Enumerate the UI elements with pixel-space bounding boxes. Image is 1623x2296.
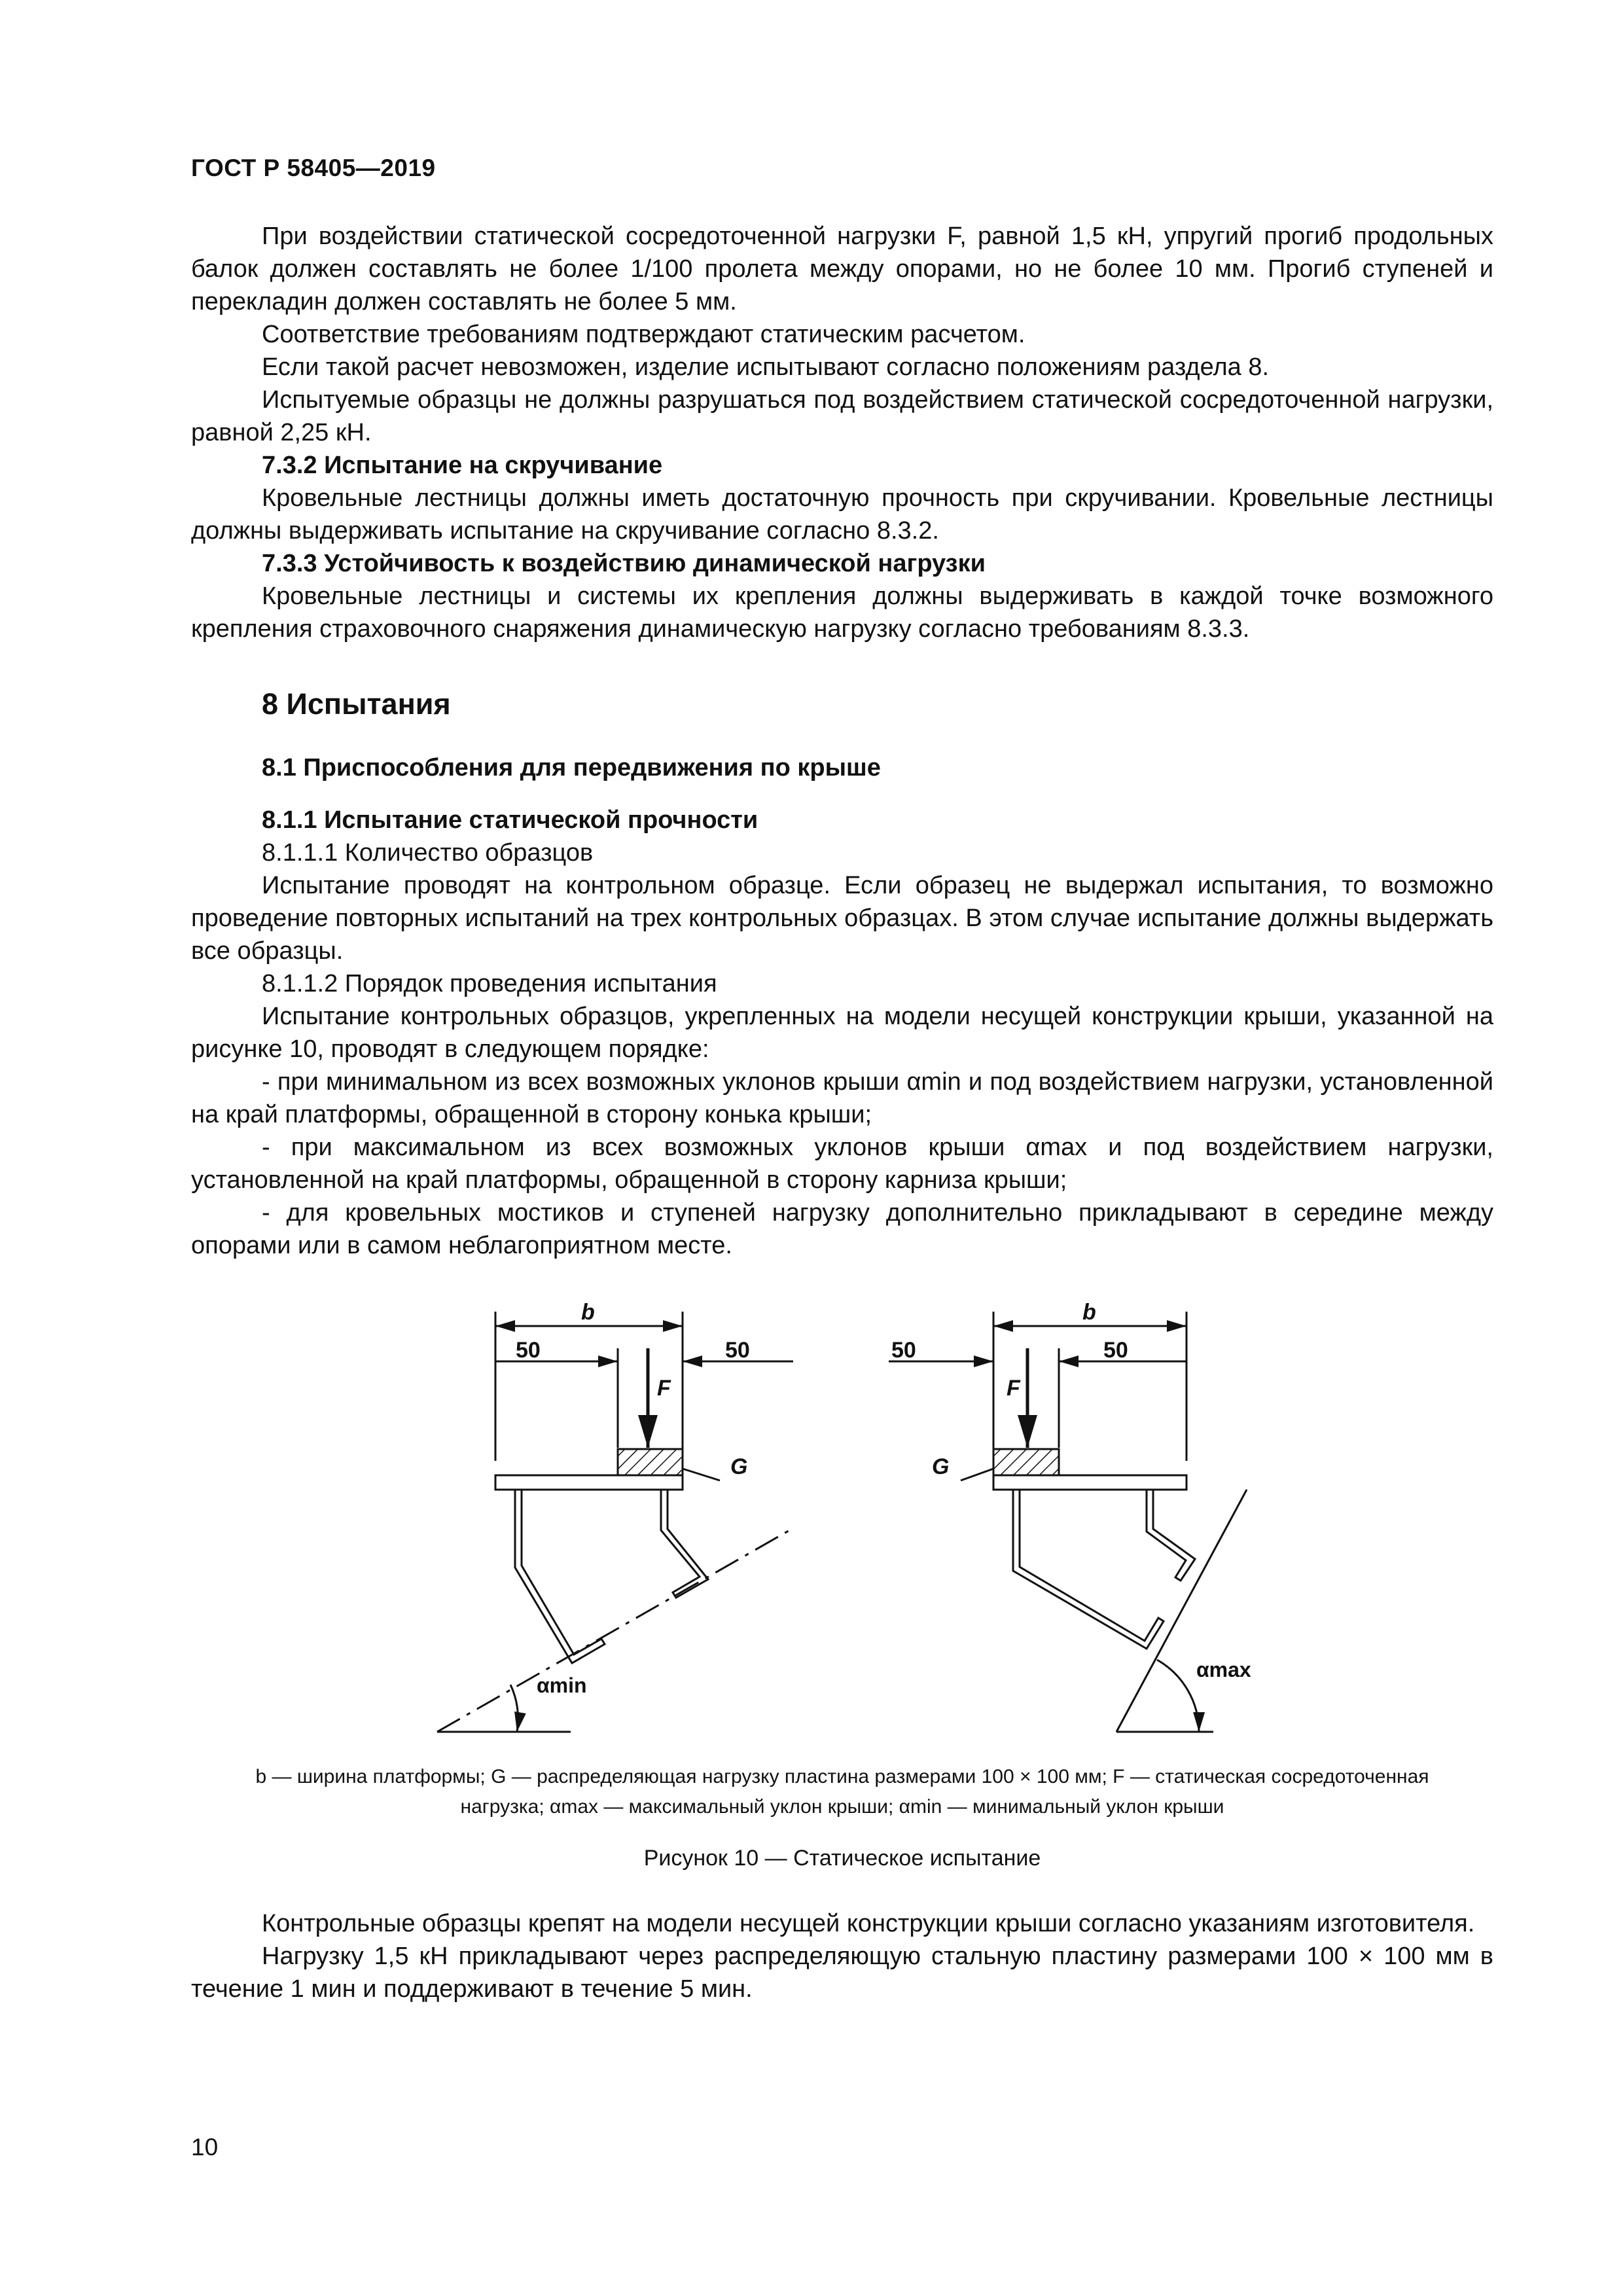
paragraph: Соответствие требованиям подтверждают статическим расчетом. bbox=[262, 321, 1026, 348]
paragraph: При воздействии статической сосредоточенной нагрузки F, равной 1,5 кН, упругий прогиб продольных балок должен составлять не более 1/100 пролета между опорами, но не более 10 мм. Прогиб ступеней и перекладин должен составлять не более 5 мм. bbox=[191, 223, 1493, 315]
bottom-text-block bbox=[191, 1907, 1493, 2005]
left-figure bbox=[437, 1312, 793, 1732]
label-alpha-min: αmin bbox=[537, 1674, 587, 1697]
section-heading-8: 8 Испытания bbox=[262, 687, 451, 721]
subsection-heading-7-3-3: 7.3.3 Устойчивость к воздействию динамической нагрузки bbox=[262, 550, 986, 577]
label-50: 50 bbox=[1103, 1338, 1128, 1363]
subsection-heading-8-1-1: 8.1.1 Испытание статической прочности bbox=[262, 806, 758, 834]
paragraph: 8.1.1.2 Порядок проведения испытания bbox=[262, 970, 717, 997]
label-alpha-max: αmax bbox=[1196, 1658, 1251, 1681]
subsection-heading-7-3-2: 7.3.2 Испытание на скручивание bbox=[262, 452, 663, 479]
list-item: - при максимальном из всех возможных уклонов крыши αmax и под воздействием нагрузки, установленной на край платформы, обращенной в сторону карниза крыши; bbox=[191, 1134, 1493, 1194]
right-figure bbox=[889, 1312, 1247, 1732]
label-50: 50 bbox=[725, 1338, 750, 1363]
paragraph: 8.1.1.1 Количество образцов bbox=[262, 839, 594, 867]
paragraph: Нагрузку 1,5 кН прикладывают через распределяющую стальную пластину размерами 100 × 100 мм в течение 1 мин и поддерживают в течение 5 мин. bbox=[191, 1943, 1493, 2003]
label-G: G bbox=[730, 1454, 748, 1479]
label-50: 50 bbox=[516, 1338, 541, 1363]
label-b: b bbox=[581, 1300, 595, 1325]
paragraph: Контрольные образцы крепят на модели несущей конструкции крыши согласно указаниям изготовителя. bbox=[262, 1910, 1475, 1937]
section-heading-8-1: 8.1 Приспособления для передвижения по крыше bbox=[262, 754, 881, 781]
label-b: b bbox=[1082, 1300, 1096, 1325]
page-number: 10 bbox=[191, 2134, 219, 2161]
document-header: ГОСТ Р 58405—2019 bbox=[191, 154, 436, 181]
paragraph: Кровельные лестницы и системы их крепления должны выдерживать в каждой точке возможного крепления страховочного снаряжения динамическую нагрузку согласно требованиям 8.3.3. bbox=[191, 583, 1493, 643]
legend-line: нагрузка; αmax — максимальный уклон крыши; αmin — минимальный уклон крыши bbox=[460, 1796, 1224, 1818]
label-50: 50 bbox=[891, 1338, 916, 1363]
left-figure-labels bbox=[516, 1300, 750, 1697]
figure-legend bbox=[191, 1762, 1493, 1822]
paragraph: Испытуемые образцы не должны разрушаться под воздействием статической сосредоточенной нагрузки, равной 2,25 кН. bbox=[191, 386, 1493, 446]
label-F: F bbox=[657, 1376, 671, 1401]
list-item: - для кровельных мостиков и ступеней нагрузку дополнительно прикладывают в середине между опорами или в самом неблагоприятном месте. bbox=[191, 1199, 1493, 1259]
list-item: - при минимальном из всех возможных уклонов крыши αmin и под воздействием нагрузки, установленной на край платформы, обращенной в сторону конька крыши; bbox=[191, 1068, 1493, 1128]
paragraph: Испытание контрольных образцов, укрепленных на модели несущей конструкции крыши, указанной на рисунке 10, проводят в следующем порядке: bbox=[191, 1003, 1493, 1063]
label-G: G bbox=[932, 1454, 950, 1479]
legend-line: b — ширина платформы; G — распределяющая нагрузку пластина размерами 100 × 100 мм; F — статическая сосредоточенная bbox=[255, 1766, 1429, 1787]
paragraph: Если такой расчет невозможен, изделие испытывают согласно положениям раздела 8. bbox=[262, 353, 1270, 381]
paragraph: Кровельные лестницы должны иметь достаточную прочность при скручивании. Кровельные лестницы должны выдерживать испытание на скручивание согласно 8.3.2. bbox=[191, 484, 1493, 545]
label-F: F bbox=[1007, 1376, 1020, 1401]
figure-caption: Рисунок 10 — Статическое испытание bbox=[643, 1846, 1041, 1871]
paragraph: Испытание проводят на контрольном образце. Если образец не выдержал испытания, то возможно проведение повторных испытаний на трех контрольных образцах. В этом случае испытание должны выдержать все образцы. bbox=[191, 872, 1493, 965]
